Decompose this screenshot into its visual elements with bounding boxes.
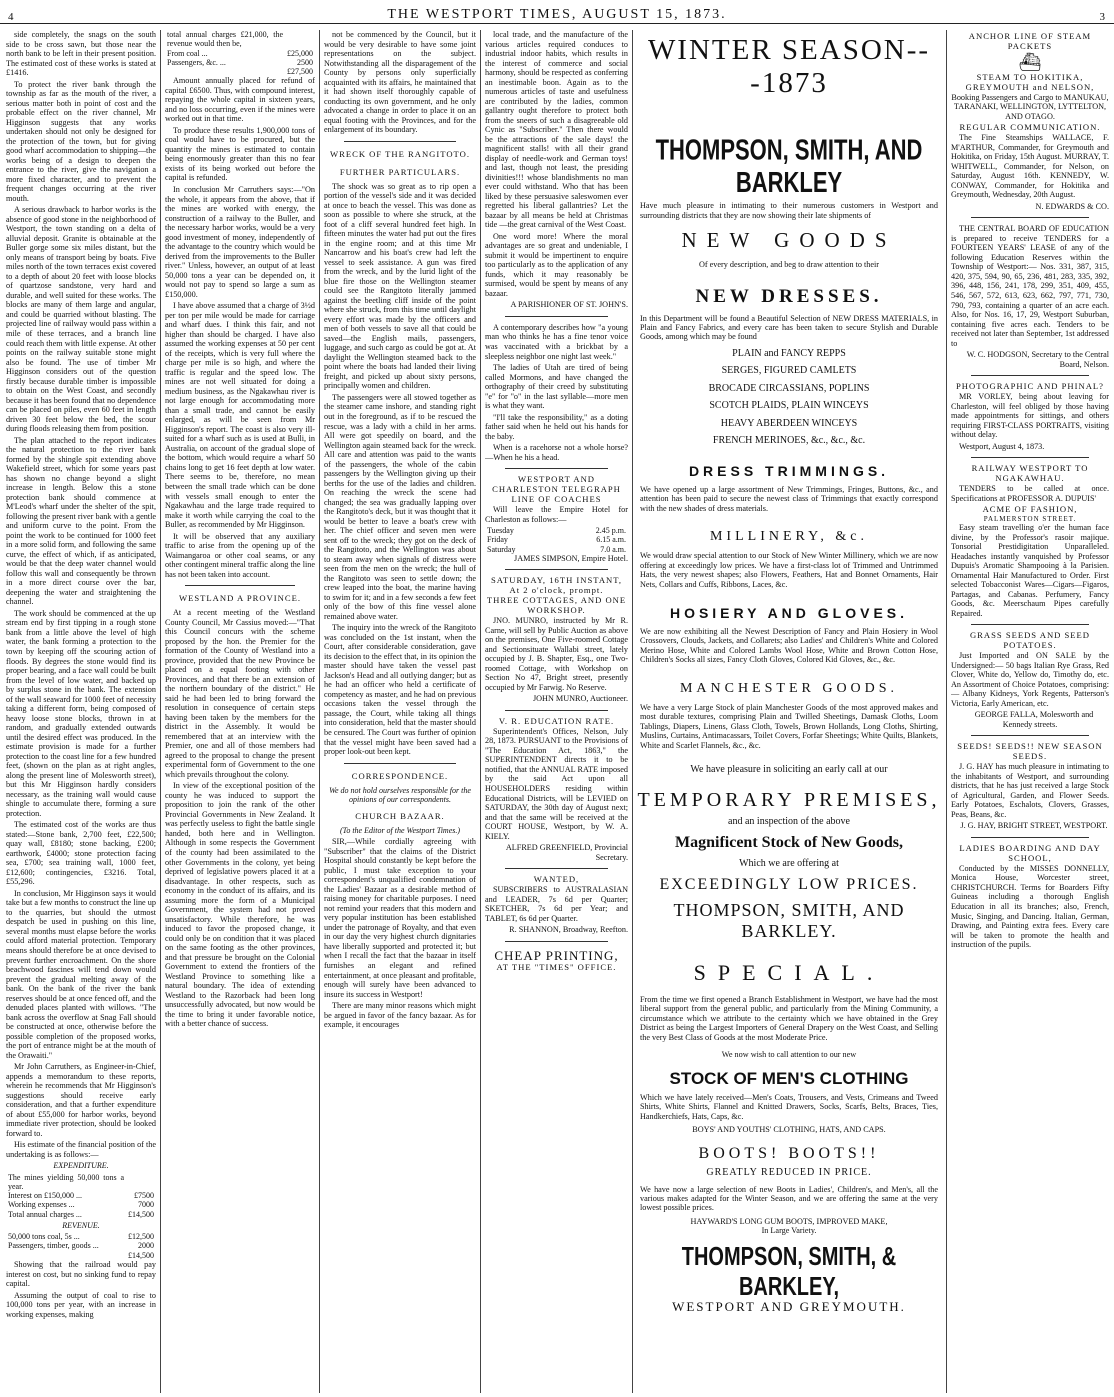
paragraph: In conclusion Mr Carruthers says:—"On the whole, it appears from the above, that if the mines are worked with energy, the construction of a railway to the Buller, and the necessary harbor works, would be a very good investment of money, independently of the advantage to the country which would be derived from the improvements to the Buller river." Unless, however, an output of at least 50,000 tons a year can be depended on, it would not pay to spend so large a sum as £150,000.	[165, 185, 315, 299]
list-item: BROCADE CIRCASSIANS, POPLINS	[708, 382, 870, 394]
paragraph: His estimate of the financial position of the undertaking is as follows:—	[6, 1140, 156, 1159]
paragraph: The work should be commenced at the up stream end by first tipping in a rough stone bank from a little above the level of high water, the bank forming a protection to the town by keeping off the scouring action of floods. By degrees the stone would find its proper bearing, and a face wall could be built from the level of low water, and backed up by surplus stone in the bank. The extension of the wall seaward for 1000 feet of necessity taking a different form, being composed of heavy loose stone blocks, thrown in at random, and gradually extended outwards until the desired effect was produced. In the estimate provision is made for a further protection to the coast line for a few hundred feet, (shown on the plan as at right angles, along the present line of Molesworth street), but this Mr Higginson hardly considers necessary, as the training wall would cause shingle to accumulate there, forming a sure protection.	[6, 608, 156, 818]
cell: 50,000 tons coal, 5s ...	[8, 1232, 80, 1242]
cell: 6.15 a.m.	[596, 535, 626, 545]
divider	[185, 585, 295, 586]
boots-body: We have now a large selection of new Boots in Ladies', Children's, and Men's, all the various makes adapted for the Winter Season, and we are offering the same at the very lowest possible prices.	[640, 1184, 938, 1213]
table-row	[6, 1200, 156, 1209]
seeds-heading: SEEDS! SEEDS!! NEW SEASON SEEDS.	[957, 741, 1103, 762]
wanted-body: SUBSCRIBERS to AUSTRALASIAN and LEADER, 7s 6d per Quarter; SKETCHER, 7s 6d per Year; and TABLET, 6s 6d per Quarter.	[485, 885, 628, 923]
list-item: SERGES, FIGURED CAMLETS	[721, 365, 857, 377]
board-signature: W. C. HODGSON, Secretary to the Central Board, Nelson.	[966, 350, 1109, 369]
column-3	[324, 30, 476, 1393]
drapery-advert	[636, 30, 942, 1393]
cell	[6, 1251, 120, 1260]
column-2	[165, 30, 315, 1393]
education-rate-notice	[485, 717, 628, 862]
rate-signature: ALFRED GREENFIELD, Provincial Secretary.	[505, 843, 628, 862]
hayward-line: HAYWARD'S LONG GUM BOOTS, IMPROVED MAKE,	[690, 1216, 888, 1226]
paragraph: In conclusion, Mr Higginson says it would take but a few months to construct the line up to the quarries, but should the utmost despatch be used in pushing on this line, several months must elapse before the works could afford material protection. Temporary means should therefore be at once devised to prevent further encroachment. On the shore beachwood fascines will tend down would prevent the gradual melting away of the bank. On the bank of the river the bank reserves should be at once fenced off, and the denuded places planted with willows. "The bank across the overflow at Snag Fall should be constructed at once, otherwise before the possible completion of the proposed works, the port of entrance might be at the mouth of the Orawaiti."	[6, 888, 156, 1060]
paragraph: Amount annually placed for refund of capital £6500. Thus, with compound interest, repaying the whole capital in sixteen years, and no loss occurring, even if the mines were worked out in that time.	[165, 76, 315, 124]
table-row	[6, 1210, 156, 1219]
masthead	[0, 0, 1114, 24]
table-row	[6, 1232, 156, 1241]
table-row	[6, 1173, 156, 1192]
special-heading: SPECIAL.	[693, 959, 885, 985]
magnificent-stock-heading: Magnificent Stock of New Goods,	[675, 833, 903, 851]
divider	[971, 837, 1089, 838]
railway-heading: RAILWAY WESTPORT TO NGAKAWHAU.	[971, 463, 1089, 484]
cell: From coal ...	[167, 48, 208, 58]
correspondence-note: We do not hold ourselves responsible for the opinions of our correspondents.	[329, 785, 471, 804]
paragraph: SIR,—While cordially agreeing with "Subscriber" that the claims of the District Hospital should constantly be kept before the public, I must take exception to your correspondent's unqualified condemnation of the Ladies' Bazaar as a desirable method of raising money for charitable purposes. I need not remind your readers that this modern and very popular institution has been established under the patronage of Royalty, and that even in our day the very highest church dignitaries have liberally supported and protected it; but when I recall the fact that the bazaar in itself furnishes an elegant and refined entertainment, at once pleasant and profitable, enough will surely have been advanced to insure its success in Westport!	[324, 837, 476, 999]
list-item: FRENCH MERINOES, &c., &c., &c.	[712, 435, 866, 447]
paragraph: local trade, and the manufacture of the various articles required conduces to industrial indoor habits, which results in the interest of commerce and social harmony, should be respected as conferring an inestimable boon. Again as to the numerous articles of taste and usefulness are contributed by the ladies, common gallantry ought therefore to protect both from the sneers of such a disagreeable old Cynic as "Subscriber." Then there would be the attractions of the sale days! the magnificent stalls! with all their grand display of needle-work and German toys! and last, though not least, the presiding divinities!!! whose blandishments no man ever could withstand. Who that has been liked by these persuasive saleswomen ever regretted his liberal gallantries? Let the bazaar by all means be held at Christmas tide —the great carnival of the West Coast.	[485, 30, 628, 230]
steam-heading: STEAM TO HOKITIKA, GREYMOUTH and NELSON,	[965, 71, 1095, 92]
photographic-advert	[951, 382, 1109, 451]
seeds-advert	[951, 742, 1109, 831]
rate-body: Superintendent's Offices, Nelson, July 28, 1873. PURSUANT to the Provisions of "The Education Act, 1863," the SUPERINTENDENT directs it to be notified, that the ANNUAL RATE imposed by the said Act upon all HOUSEHOLDERS residing within Educational Districts, will be LEVIED on SATURDAY, the 30th day of August next; and that the same will be received at the COURT HOUSE, Westport, by W. A. KIELY.	[485, 726, 628, 841]
paragraph: At a recent meeting of the Westland County Council, Mr Cassius moved:—"That this Council concurs with the scheme proposed by the hon. the Premier for the formation of the County of Westland into a province, provided that the new Province be placed on a equal footing with other Provinces, and that there be an extension of the northern boundary of the district." He said he had been led to bring forward the resolution in consequence of certain steps having been taken by the members for the district in the Assembly. It would be remembered that at an interview with the Premier, one and all of those members had agreed to the proposal to change the present experimental form of Government to the one which prevails throughout the colony.	[165, 608, 315, 779]
table-row	[165, 49, 315, 58]
cell: Saturday	[487, 544, 516, 554]
cell: 2.45 p.m.	[595, 526, 626, 536]
divider	[971, 375, 1089, 376]
wreck-subheading: FURTHER PARTICULARS.	[339, 166, 461, 177]
paragraph: One word more! Where the moral advantages are so great and undeniable, I submit it would be impertinent to enquire too particularly as to the application of any funds, which it may reasonably be surmised, would be spent by means of any bazaar.	[485, 231, 628, 298]
acme-heading: ACME OF FASHION,	[982, 504, 1078, 515]
cell: 7.0 a.m.	[600, 544, 626, 554]
firm-name: THOMPSON, SMITH, AND BARKLEY	[655, 133, 923, 199]
table-row	[6, 1251, 156, 1260]
auction-date: SATURDAY, 16TH INSTANT, At 2 o'clock, prompt.	[490, 575, 622, 596]
column-1	[6, 30, 156, 1393]
column-divider	[946, 30, 947, 1393]
grass-body: Just Imported and ON SALE by the Undersigned:— 50 bags Italian Rye Grass, Red Clover, White do, Yellow do, Timothy do, etc. An Assortment of Choice Potatoes, comprising:— Albany Kidneys, York Regents, Patterson's Victoria, Early American, etc.	[951, 651, 1109, 708]
table-row	[6, 1241, 156, 1250]
printing-subheading: AT THE "TIMES" OFFICE.	[496, 961, 617, 972]
new-goods-heading: NEW GOODS	[681, 228, 897, 253]
cell: 2000	[138, 1241, 154, 1251]
revenue-heading: REVENUE.	[62, 1220, 100, 1230]
firm-name-repeat: THOMPSON, SMITH, AND BARKLEY.	[673, 900, 905, 941]
cell: Total annual charges ...	[8, 1209, 82, 1219]
railway-body: TENDERS to be called at once. Specifications at PROFESSOR A. DUPUIS'	[951, 484, 1109, 503]
paragraph: When is a racehorse not a whole horse?—When he his a head.	[485, 443, 628, 462]
column-divider	[160, 30, 161, 1393]
letter-signature: A PARISHIONER OF ST. JOHN'S.	[510, 300, 628, 310]
paragraph: Mr John Carruthers, as Engineer-in-Chief, appends a memorandum to these reports, wherein he recommends that Mr Higginson's suggestions should receive early consideration, and that a further expenditure of about £55,000 for harbor works, beyond immediate river protection, should be looked forward to.	[6, 1062, 156, 1138]
anchor-line-advert	[951, 32, 1109, 211]
dresses-body: In this Department will be found a Beautiful Selection of NEW DRESS MATERIALS, in Plain and Fancy Fabrics, and every care has been taken to secure Stylish and Durable Goods, among which may be found	[640, 313, 938, 342]
fabric-list	[636, 348, 942, 447]
wreck-heading: WRECK OF THE RANGITOTO.	[330, 148, 470, 159]
paragraph: In view of the exceptional position of the county he was induced to support the proposition to join the rank of the other Provincial Governments in New Zealand. It was perfectly useless to fight the battle single handed, both here and in Wellington. Although in some respects the Government of the county had been assimilated to the other Governments in the colony, yet being deprived of legislative powers placed it at a disadvantage. In other respects, such as economy in the conduct of its affairs, and its assuming more the form of a Municipal Government, the system had not proved unsatisfactory. While therefore, he was induced to favor the proposed change, it could only be on condition that it was placed on the same footing as the other provinces, and that pressure be brought on the Colonial Government to extend the frontiers of the Westland Province to something like a natural boundary. The idea of extending Westland to the Razorback had been long unsuccessfully advocated, but now would be the time to bring it under favorable notice, with a better chance of success.	[165, 781, 315, 1029]
divider	[505, 710, 608, 711]
paragraph: "I'll take the responsibility," as a doting father said when he held out his hands for the baby.	[485, 412, 628, 441]
soliciting-text: We have pleasure in soliciting an early call at our	[690, 763, 888, 775]
paragraph: It will be observed that any auxiliary traffic to arise from the opening up of the Waimangaroa or other coal seams, or any other contingent mineral traffic along the line has not been taken into account.	[165, 531, 315, 579]
paragraph: I have above assumed that a charge of 3½d per ton per mile would be made for carriage and wharf dues. I think this fair, and not higher than should be charged. I have also assumed the working expenses at 50 per cent of the receipts, which is very full where the charge per mile is so high, and where the traffic is regular and the speed low. The mines are not well situated for doing a medium business, as the Ngakawhau river is not large enough for accommodating more than a small trade, and cannot be easily enlarged, as will be seen from Mr Higginson's report. The coast is also very ill-suited for a wharf such as is used at Bulli, in Australia, on account of the gradual slope of the bottom, which would require a wharf 50 chains long to get 16 feet depth at low water. There seems to be, therefore, no mean between the small trade which can be done with vessels small enough to enter the Ngakawhau and the large trade required to make it worth while carrying the coal to the Buller, as recommended by Mr Higginson.	[165, 301, 315, 530]
inspection-text: and an inspection of the above	[728, 816, 850, 828]
footer-firm-name: THOMPSON, SMITH, & BARKLEY,	[681, 1242, 897, 1302]
table-row	[165, 30, 315, 49]
grass-heading: GRASS SEEDS AND SEED POTATOES.	[969, 630, 1091, 651]
paragraph: The ladies of Utah are tired of being called Mormons, and have changed the orthography of their creed by substituting "e" for "o" in the last syllable—more men is what they want.	[485, 363, 628, 411]
temporary-premises-heading: TEMPORARY PREMISES,	[637, 789, 941, 812]
coach-intro: Will leave the Empire Hotel for Charleston as follows:—	[485, 505, 628, 524]
col1-paragraphs	[6, 30, 156, 1159]
divider	[505, 468, 608, 469]
paragraph: There are many minor reasons which might be argued in favor of the fancy bazaar. As for example, it encourages	[324, 1001, 476, 1030]
acme-body: Easy steam travelling o'er the human face divine, by the Professor's rasoir majique. Tonsorial Prestidigitation Unparalleled. Headaches instantly vanquished by Professor Dupuis's Aromatic Shampooing à la Parisien. Ornamental Hair Manufactured to Order. First selected Tobacconist Wares—Cigars—Figaros, Partagas, and Cabanas. Perfumery, Fancy Goods, &c. Meerschaum Pipes carefully Repaired.	[951, 523, 1109, 618]
steamship-icon: ⛴	[1018, 51, 1042, 72]
photographic-heading: PHOTOGRAPHIC AND PHINAL?	[956, 381, 1104, 392]
cell: 7000	[138, 1200, 154, 1210]
offering-text: Which we are offering at	[739, 858, 839, 870]
attention-text: We now wish to call attention to our new	[721, 1049, 857, 1059]
paragraph: The estimated cost of the works are thus stated:—Stone bank, 2,700 feet, £22,500; quay wall, £8180; stone backing, £200; earthwork, £4000; stone protection facing sea, £700; sea training wall, 1000 feet, £12,600; contingencies, £3216. Total, £55,296.	[6, 820, 156, 887]
correspondence-heading: CORRESPONDENCE.	[351, 770, 449, 781]
grass-signature: GEORGE FALLA, Molesworth and Kennedy streets.	[974, 710, 1094, 729]
school-heading: LADIES BOARDING AND DAY SCHOOL,	[959, 843, 1101, 863]
school-advert	[951, 844, 1109, 950]
paragraph: To protect the river bank through the township as far as the mouth of the river, a serious matter both in point of cost and the probable effect on the river channel, Mr Higginson suggests that any works undertaken should not only be designed for the protection of the town, but for giving good wharf accommodation to shipping—the works being of a design to deepen the entrance to the river, give the navigation a more fixed character, and to prevent the frequent changes occurring at the river mouth.	[6, 79, 156, 203]
column-6	[951, 30, 1109, 1393]
cell: total annual charges £21,000, the revenue would then be,	[167, 30, 283, 49]
paragraph: Showing that the railroad would pay interest on cost, but no sinking fund to repay capital.	[6, 1259, 156, 1289]
expenditure-heading: EXPENDITURE.	[53, 1161, 109, 1171]
steamer-schedule: The Fine Steamships WALLACE, F. M'ARTHUR, Commander, for Greymouth and Hokitika, on Friday, 15th August. MURRAY, T. WHITWELL, Commander, for Nelson, on Saturday, August 16th. KENNEDY, W. CONWAY, Commander, for Hokitika and Greymouth, Wednesday, 20th August.	[951, 133, 1109, 200]
auction-body: JNO. MUNRO, instructed by Mr R. Carne, will sell by Public Auction as above on the premises, One Five-roomed Cottage and Sectionsituate Wallabi street, lately occupied by J. B. Shapter, Esq., one Two-roomed Cottage, with Workshop on Section No 47, Bright street, presently occupied by Mr Farwig. No Reserve.	[485, 616, 628, 692]
paragraph: side completely, the snags on the south side to be cross sawn, but those near the north bank to be left in their present position. The estimated cost of these works is stated at £1416.	[6, 30, 156, 78]
cell: £14,500	[128, 1209, 154, 1219]
page-number-left: 4	[8, 11, 15, 23]
wanted-heading: WANTED,	[533, 874, 580, 885]
cell	[126, 1173, 156, 1192]
cell	[285, 30, 315, 49]
steam-subtext: Booking Passengers and Cargo to MANUKAU, TARANAKI, WELLINGTON, LYTTELTON, AND OTAGO.	[951, 92, 1109, 121]
steam-signature: N. EDWARDS & CO.	[1035, 201, 1109, 211]
trimmings-body: We have opened up a large assortment of New Trimmings, Fringes, Buttons, &c., and attention has been paid to secure the newest class of Trimmings that exactly correspond with the new shades of dress materials.	[640, 484, 938, 513]
coach-signature: JAMES SIMPSON, Empire Hotel.	[514, 553, 628, 563]
anchor-heading: ANCHOR LINE OF STEAM PACKETS	[968, 31, 1092, 51]
hosiery-heading: HOSIERY AND GLOVES.	[669, 604, 909, 621]
cell: £14,500	[128, 1250, 154, 1260]
table-row	[485, 545, 628, 554]
paragraph: A serious drawback to harbor works is the absence of good stone in the neighborhood of Westport, the town standing on a delta of alluvial deposit. Granite is obtainable at the Buller gorge some six miles distant, but the only means of transport being by boats. Five miles north of the town terraces exist covered to a depth of about 20 feet with loose blocks of quartzose sandstone, very hard and durable, and well suited for these works. The blocks are many of them large and angular, and could be quarried without blasting. The projected line of railway would pass within a mile of these terraces, and a branch line could reach them with little expense. At other points on the railway suitable stone might also be found. The use of timber Mr Higginson considers out of the question firstly because durable timber is impossible to obtain on the West Coast, and secondly because it has been found that no dependence can be placed on piles, even 60 feet in length driven 30 feet below the bed, the scour during floods releasing them from position.	[6, 205, 156, 434]
paragraph: A contemporary describes how "a young man who thinks he has a fine tenor voice was vaccinated with a brickbat by a sleepless neighbor one night last week."	[485, 322, 628, 361]
photographic-body: MR VORLEY, being about leaving for Charleston, will feel obliged by those having made appointments for sittings, and others requiring FIRST-CLASS PORTRAITS, visiting without delay.	[951, 392, 1109, 440]
divider	[505, 316, 608, 317]
cell: The mines yielding 50,000 tons a year.	[8, 1172, 124, 1191]
divider	[344, 141, 456, 142]
printing-advert	[485, 948, 628, 973]
divider	[971, 457, 1089, 458]
footer-locations: WESTPORT AND GREYMOUTH.	[672, 1298, 906, 1314]
intro-text: Have much pleasure in intimating to their numerous customers in Westport and surrounding districts that they are now showing their late shipments of	[640, 201, 938, 220]
low-prices-heading: EXCEEDINGLY LOW PRICES.	[659, 875, 919, 893]
page-number-right: 3	[1099, 11, 1106, 23]
divider	[505, 868, 608, 869]
paragraph: The passengers were all stowed together as the steamer came inshore, and standing right out in the foreground, as if to be rescued the rescue, was a lady with a child in her arms. All were got speedily on board, and the Wellington again steamed back for the wreck. All care and attention was paid to the wants of the passengers, the whole of the cabin passengers by the Wellington giving up their berths for the use of the ladies and children. On reaching the wreck the scene had changed; the sea was gradually lapping over the Rangitoto's deck, but it was thought that it would be better to leave a boat's crew with her. The chief officer and seven men were sent off to the wreck; they got on the deck of the Rangitoto, and the Wellington was about to steam away when signals of distress were seen from the men on the wreck; the hull of the Rangitoto was seen to settle down; the crew leaped into the boat, the marine having to swim for it; and in a few seconds a few feet only of the bow of this fine vessel alone remained above water.	[324, 392, 476, 621]
special-body: From the time we first opened a Branch Establishment in Westport, we have had the most liberal support from the general public, and particularly from the Mining Community, a circumstance which we attribute to the certainty which we have obtained in the Grey District as being the Largest Importers of General Drapery on the West Coast, and Selling the very Best Class of Goods at the most Moderate Price.	[640, 994, 938, 1042]
manchester-body: We have a very Large Stock of plain Manchester Goods of the most approved makes and most durable textures, comprising Plain and Twilled Sheetings, Damask Cloths, Loom Tablings, Diapers, Linens, Glass Cloth, Towels, Brown Hollands, Long Cloths, Shirting, Muslins, Curtains, Antimacassars, Toilet Covers, Forfar Sheetings; White Quilts, Blankets, White and Scarlet Flannels, &c., &c.	[640, 702, 938, 750]
divider	[344, 763, 456, 764]
column-4	[485, 30, 628, 1393]
rate-heading: V. R. EDUCATION RATE.	[498, 715, 615, 726]
boots-heading: BOOTS! BOOTS!!	[698, 1144, 880, 1162]
hosiery-body: We are now exhibiting all the Newest Description of Fancy and Plain Hosiery in Wool Crossovers, Clouds, Jackets, and Collarets; also Ladies' and Children's White and Colored Merino Hose, White and Colored Lambs Wool Hose, White and Brown Cotton Hose, Children's Socks all sizes, Fancy Cloth Gloves, Colored Kid Gloves, &c., &c.	[640, 627, 938, 665]
cell: Working expenses ...	[8, 1200, 75, 1210]
cell: £12,500	[128, 1232, 154, 1242]
variety-line: In Large Variety.	[761, 1226, 817, 1236]
divider	[971, 624, 1089, 625]
divider	[505, 941, 608, 942]
millinery-body: We would draw special attention to our Stock of New Winter Millinery, which we are now offering at exceedingly low prices. We have a first-class lot of Trimmed and Untrimmed Hats, the very newest shapes; also Flowers, Feathers, Hat and Bonnet Ornaments, Hair Nets, Collars and Cuffs, Ribbons, Laces, &c.	[640, 551, 938, 589]
new-goods-subtext: Of every description, and beg to draw attention to their	[698, 260, 880, 270]
cell: Interest on £150,000 ...	[8, 1191, 82, 1201]
auction-advert	[485, 576, 628, 704]
paragraph: The plan attached to the report indicates the natural protection to the river bank formed by the shingle spit extending above Wakefield street, which for some years past has shown no change beyond a slight increase in length. Below this a stone protection bank should commence at M'Leod's wharf under the shelter of the spit, following the present river bank with a gentle and uniform curve to the point. From the point the work to be continued for 1000 feet in a more solid form, and following the same curve, the effect of which, if as anticipated, would be that the deep water channel would follow this wall and consequently be thrown in a more direct course over the bar, deepening the water and straightening the channel.	[6, 435, 156, 607]
grass-seeds-advert	[951, 631, 1109, 729]
list-item: PLAIN and FANCY REPPS	[732, 347, 846, 359]
acme-subheading: PALMERSTON STREET.	[983, 515, 1077, 524]
mens-clothing-heading: STOCK OF MEN'S CLOTHING	[669, 1069, 909, 1089]
education-board-advert	[951, 224, 1109, 369]
table-row	[485, 526, 628, 535]
auction-title: THREE COTTAGES, AND ONE WORKSHOP.	[486, 595, 627, 616]
wanted-advert	[485, 875, 628, 935]
paragraph: To produce these results 1,900,000 tons of coal would have to be procured, but the quantity the mines is estimated to contain being enormously greater than this no fear exists of its being worked out before the capital is refunded.	[165, 125, 315, 183]
table-row	[6, 1191, 156, 1200]
paragraph: Assuming the output of coal to rise to 100,000 tons per year, with an increase in working expenses, making	[6, 1290, 156, 1319]
manchester-heading: MANCHESTER GOODS.	[679, 680, 899, 696]
column-divider	[632, 30, 633, 1393]
paragraph: not be commenced by the Council, but it would be very desirable to have some joint representations on the subject. Notwithstanding all the disparagement of the County by persons only superficially acquainted with its affairs, he maintained that it had shown itself thoroughly capable of conducting its own government, and he only advocated a change in order to place it on an equal footing with the Provinces, and for the enlargement of its boundary.	[324, 30, 476, 135]
cell: £7500	[134, 1191, 154, 1201]
dress-trimmings-heading: DRESS TRIMMINGS.	[688, 462, 890, 479]
regular-communication-heading: REGULAR COMMUNICATION.	[959, 122, 1101, 133]
school-body: Conducted by the MISSES DONNELLY, Monica House, Worcester street, CHRISTCHURCH. Terms for Boarders Fifty Guineas including a thorough English Education in all its branches; also, French, Music, Singing, and Dancing. Italian, German, Drawing, and Painting extra fees. Every care will be taken to promote the health and instruction of the pupils.	[951, 863, 1109, 950]
cell: Passengers, timber, goods ...	[8, 1241, 99, 1251]
cell: Passengers, &c. ...	[167, 57, 226, 67]
list-item: HEAVY ABERDEEN WINCEYS	[720, 417, 858, 429]
revenue-table	[6, 1232, 156, 1260]
boys-clothing-line: BOYS' AND YOUTHS' CLOTHING, HATS, AND CAPS.	[692, 1125, 886, 1135]
table-row	[165, 67, 315, 76]
seeds-signature: J. G. HAY, BRIGHT STREET, WESTPORT.	[960, 821, 1108, 831]
coach-timetable	[485, 526, 628, 554]
railway-advert	[951, 464, 1109, 618]
column-divider	[319, 30, 320, 1393]
coach-heading: WESTPORT AND CHARLESTON TELEGRAPH LINE OF COACHES	[492, 474, 621, 505]
expenditure-table	[6, 1173, 156, 1219]
millinery-heading: MILLINERY, &c.	[709, 529, 868, 545]
cell: £27,500	[287, 67, 313, 77]
divider	[971, 217, 1089, 218]
cell	[165, 67, 285, 76]
reduced-price-line: GREATLY REDUCED IN PRICE.	[706, 1167, 872, 1179]
coach-advert	[485, 475, 628, 563]
table-row	[485, 535, 628, 544]
revenue-projection-table	[165, 30, 315, 76]
paragraph: The shock was so great as to rip open a portion of the vessel's side and it was decided at once to beach the vessel. This was done as soon as possible to where she struck, at the foot of a cliff several hundred feet high. In fifteen minutes the water had put out the fires in the engine room; and at this time Mr Nancarrow and his boat's crew had left the vessel to seek assistance. A gun was fired from the wreck, and by the lurid light of the blue fire those on the Wellington steamer could see the Rangitoto literally jammed against the beetling cliff inside of the point where she struck, from this time until daylight every effort was made by the officers and men of both vessels to save all that could be saved—the English mails, passengers, luggage, and such cargo as could be got at. At daylight the Wellington steamed back to the point where the boats had landed their living freight, and picked up about sixty persons, principally women and children.	[324, 181, 476, 391]
auction-signature: JOHN MUNRO, Auctioneer.	[532, 694, 628, 704]
clothing-body: Which we have lately received—Men's Coats, Trousers, and Vests, Crimeans and Tweed Shirts, White Shirts, Flannel and Knitted Drawers, Socks, Scarfs, Belts, Braces, Ties, Handkerchiefs, Hats, Caps, &c.	[640, 1092, 938, 1121]
cell: Tuesday	[487, 526, 514, 536]
cell: Friday	[487, 535, 508, 545]
printing-heading: CHEAP PRINTING,	[494, 947, 619, 963]
bazaar-heading: CHURCH BAZAAR.	[355, 811, 445, 822]
photographic-date: Westport, August 4, 1873.	[959, 441, 1045, 451]
wanted-signature: R. SHANNON, Broadway, Reefton.	[509, 925, 628, 935]
bazaar-to-editor: (To the Editor of the Westport Times.)	[339, 826, 461, 836]
newspaper-title: THE WESTPORT TIMES, AUGUST 15, 1873.	[387, 7, 727, 22]
list-item: SCOTCH PLAIDS, PLAIN WINCEYS	[709, 400, 869, 412]
westland-heading: WESTLAND A PROVINCE.	[179, 593, 301, 604]
winter-season-heading: WINTER SEASON---1873	[647, 34, 931, 100]
new-dresses-heading: NEW DRESSES.	[695, 285, 883, 307]
seeds-body: J. G. HAY has much pleasure in intimating to the inhabitants of Westport, and surrounding districts, that he has just received a large Stock of Agricultural, Garden, and Flower Seeds. Early Potatoes, Eschalots, Clovers, Grasses, Peas, Beans, &c.	[951, 762, 1109, 819]
cell: 2500	[297, 57, 313, 67]
column-divider	[480, 30, 481, 1393]
divider	[971, 735, 1089, 736]
paragraph: The inquiry into the wreck of the Rangitoto was concluded on the 1st instant, when the Court, after considerable consideration, gave its decision to the effect that, in its opinion the master should have taken the vessel past Jackson's Head and all outlying danger; but as he had an officer who held a certificate of competency as master, and he had on previous occasions taken the vessel through the passage, the Court, while taking all things into consideration, held that the master should be censured. The Court was further of opinion that the vessel might have been saved had a proper look-out been kept.	[324, 623, 476, 757]
table-row	[165, 58, 315, 67]
cell: £25,000	[287, 48, 313, 58]
divider	[505, 569, 608, 570]
board-body: THE CENTRAL BOARD OF EDUCATION is prepared to receive TENDERS for a FOURTEEN YEARS' LEASE of any of the following Education Reserves within the Township of Westport:— Nos. 331, 387, 315, 420, 375, 594, 90, 65, 236, 481, 283, 335, 392, 396, 448, 156, 241, 178, 299, 351, 409, 455, 546, 567, 572, 613, 623, 662, 797, 771, 730, 790, 793, containing a quarter of an acre each. Also, for Nos. 16, 17, 29, Westport Suburban, containing five acres each. Tenders to be received not later than September, 1st addressed to	[951, 224, 1109, 348]
